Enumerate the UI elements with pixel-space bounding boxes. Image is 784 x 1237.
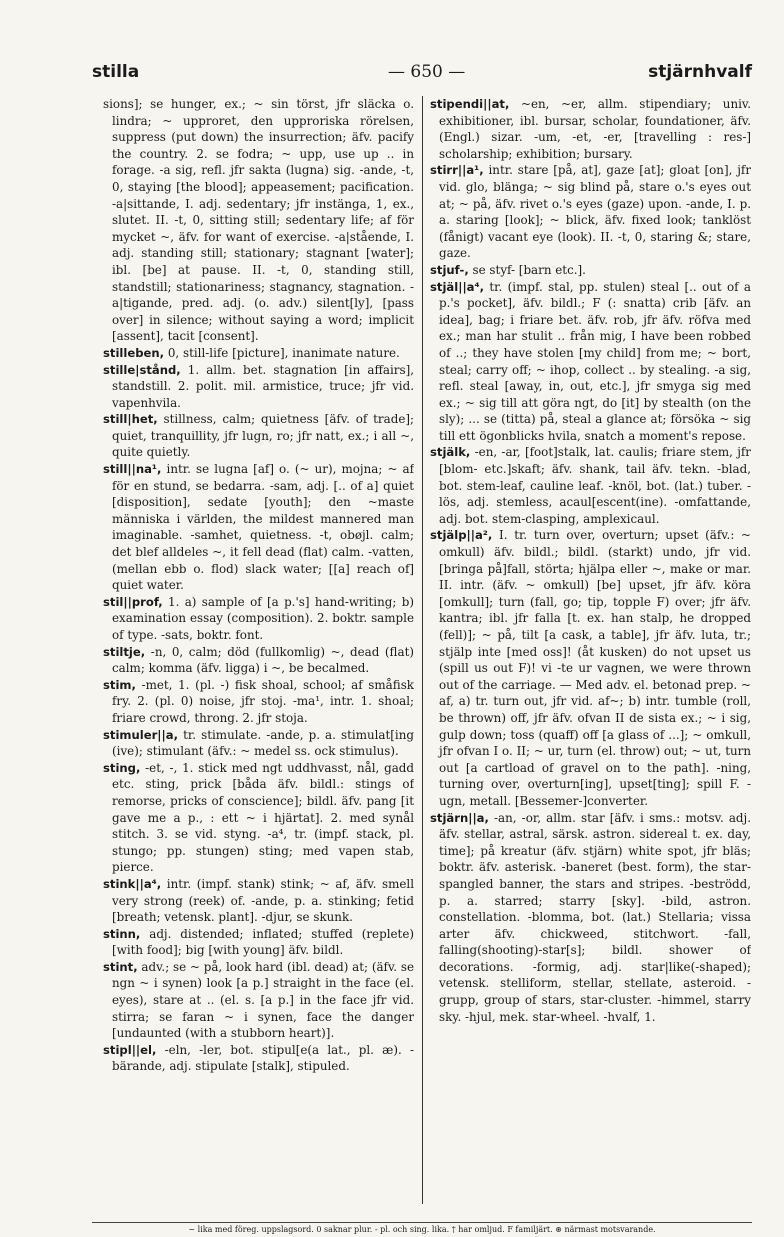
dictionary-entry — [103, 345, 414, 362]
right-column — [430, 96, 751, 1204]
entry-headword: stipendi||at, — [430, 97, 510, 111]
left-running-head: stilla — [92, 62, 140, 82]
dictionary-entry — [103, 411, 414, 461]
dictionary-entry — [103, 959, 414, 1042]
entry-text: sions]; se hunger, ex.; ~ sin törst, jfr släcka o. lindra; ~ upproret, den upproriska rörelsen, suppress (put down) the insurrection; äfv. pacify the country. 2. se fodra; ~ upp, use up .. in forage. -a sig, refl. jfr sakta (lugna) sig. -ande, -t, 0, staying [the blood]; appeasement; pacification. -a|sittande, I. adj. sedentary; jfr instänga, 1, ex., slutet. II. -t, 0, sitting still; sedentary life; af för mycket ~, äfv. for want of exercise. -a|stående, I. adj. standing still; stationary; stagnant [water]; ibl. [be] at pause. II. -t, 0, standing still, standstill; stationariness; stagnancy, stagnation. -a|tigande, pred. adj. (o. adv.) silent[ly], [pass over] in silence; without saying a word; implicit [assent], tacit [consent]. — [103, 97, 414, 344]
entry-headword: stimuler||a, — [103, 727, 179, 742]
entry-headword: stiltje, — [103, 644, 146, 659]
entry-text: -n, 0, calm; död (fullkomlig) ~, dead (flat) calm; komma (äfv. ligga) i ~, be becalmed. — [112, 644, 414, 676]
entry-headword: stipl||el, — [103, 1042, 157, 1057]
entry-text: -en, -ar, [foot]stalk, lat. caulis; friare stem, jfr [blom- etc.]skaft; äfv. shank, tail äfv. tekn. -blad, bot. stem-leaf, cauline leaf. -knöl, bot. (lat.) tuber. -lös, adj. stemless, acaul[escent(ine). -omfattande, adj. bot. stem-clasping, amplexicaul. — [439, 445, 751, 526]
entry-text: adv.; se ~ på, look hard (ibl. dead) at; (äfv. se ngn ~ i synen) look [a p.] straight in the face (el. eyes), stare at .. (el. s. [a p.] in the face jfr vid. stirra; se faran ~ i synen, face the danger [undaunted (with a stubborn heart)]. — [112, 959, 414, 1041]
dictionary-entry — [430, 810, 751, 1026]
entry-text: se styf- [barn etc.]. — [472, 262, 586, 277]
entry-headword: stjälk, — [430, 445, 471, 460]
entry-text: ~en, ~er, allm. stipendiary; univ. exhibitioner, ibl. bursar, scholar, foundationer, äfv. (Engl.) sizar. -um, -et, -er, [travelling : res-] scholarship; exhibition; bursary. — [439, 97, 751, 161]
entry-text: tr. stimulate. -ande, p. a. stimulat[ing (ive); stimulant (äfv.: ~ medel ss. ock stimulus). — [112, 727, 414, 759]
footer-legend: ~ lika med föreg. uppslagsord. 0 saknar plur. - pl. och sing. lika. † har omljud. F familjärt. ⊛ närmast motsvarande. — [92, 1222, 752, 1235]
entry-headword: still|het, — [103, 412, 158, 427]
entry-text: -an, -or, allm. star [äfv. i sms.: motsv. adj. äfv. stellar, astral, särsk. astron. sidereal t. ex. day, time]; på kreatur (äfv. stjärn) white spot, jfr bläs; boktr. äfv. asterisk. -baneret (best. form), the star-spangled banner, the stars and stripes. -beströdd, p. a. starred; starry [sky]. -bild, astron. constellation. -blomma, bot. (lat.) Stellaria; vissa arter äfv. chickweed, stitchwort. -fall, falling(shooting)-star[s]; bildl. shower of decorations. -formig, adj. star|like(-shaped); vetensk. stelliform, stellar, stellate, asteroid. -grupp, group of stars, star-cluster. -himmel, starry sky. -hjul, mek. star-wheel. -hvalf, 1. — [439, 810, 751, 1024]
entry-text: intr. se lugna [af] o. (~ ur), mojna; ~ af för en stund, se bedarra. -sam, adj. [.. of a] quiet [disposition], sedate [youth]; den ~maste människa i världen, the mildest mannered man imaginable. -samhet, quietness. -t, obøjl. calm; det blef alldeles ~, it fell dead (flat) calm. -vatten, (mellan ebb o. flod) slack water; [[a] reach of] quiet water. — [112, 462, 414, 593]
entry-headword: stjärn||a, — [430, 810, 489, 825]
entry-text: tr. (impf. stal, pp. stulen) steal [.. out of a p.'s pocket], äfv. bildl.; F (: snatta) crib [äfv. an idea], bag; i friare bet. äfv. rob, jfr äfv. röfva med ex.; man har stulit .. från mig, I have been robbed of ..; they have stolen [my child] from me; ~ bort, steal; carry off; ~ ihop, collect .. by stealing. -a sig, refl. steal [away, in, out, etc.], jfr smyga sig med ex.; ~ sig till att göra ngt, do [it] by stealth (on the sly); ... se (titta) på, steal a glance at; försöka ~ sig till ett ögonblicks hvila, snatch a moment's repose. — [439, 279, 751, 443]
entry-text: 1. allm. bet. stagnation [in affairs], standstill. 2. polit. mil. armistice, truce; jfr vid. vapenhvila. — [112, 362, 414, 410]
dictionary-entry — [103, 727, 414, 760]
dictionary-entry — [430, 162, 751, 262]
dictionary-entry — [103, 876, 414, 926]
dictionary-entry — [430, 444, 751, 527]
page-header — [92, 62, 752, 86]
column-divider — [422, 96, 423, 1204]
dictionary-entry — [103, 760, 414, 876]
entry-text: 0, still-life [picture], inanimate nature. — [167, 345, 400, 360]
entry-headword: stint, — [103, 959, 138, 974]
dictionary-entry — [103, 461, 414, 594]
dictionary-entry — [103, 644, 414, 677]
entry-headword: stim, — [103, 677, 136, 692]
dictionary-entry — [430, 279, 751, 445]
right-running-head: stjärnhvalf — [648, 62, 752, 82]
entry-headword: stink||a⁴, — [103, 876, 162, 891]
entry-headword: stjuf-, — [430, 262, 469, 277]
entry-headword: stjäl||a⁴, — [430, 279, 484, 294]
entry-headword: stilleben, — [103, 345, 165, 360]
entry-headword: stil||prof, — [103, 594, 163, 609]
dictionary-entry — [103, 96, 414, 345]
entry-text: intr. (impf. stank) stink; ~ af, äfv. smell very strong (reek) of. -ande, p. a. stinking; fetid [breath; vetensk. plant]. -djur, se skunk. — [112, 876, 414, 925]
entry-text: 1. a) sample of [a p.'s] hand-writing; b) examination essay (composition). 2. boktr. sample of type. -sats, boktr. font. — [112, 594, 414, 642]
entry-text: -et, -, 1. stick med ngt uddhvasst, nål, gadd etc. sting, prick [båda äfv. bildl.: stings of remorse, pricks of conscience]; bildl. äfv. pang [it gave me a p., : ett ~ i hjärtat]. 2. med synål stitch. 3. se vid. styng. -a⁴, tr. (impf. stack, pl. stungo; pp. stungen) sting; med vapen stab, pierce. — [112, 760, 414, 875]
dictionary-entry — [103, 677, 414, 727]
entry-headword: still||na¹, — [103, 462, 162, 477]
page-number: — 650 — — [388, 62, 465, 82]
dictionary-entry — [430, 527, 751, 809]
entry-text: stillness, calm; quietness [äfv. of trade]; quiet, tranquillity, jfr lugn, ro; jfr natt, ex.; i all ~, quite quietly. — [112, 412, 414, 460]
entry-headword: stinn, — [103, 926, 141, 941]
entry-text: -eln, -ler, bot. stipul[e(a lat., pl. æ). -bärande, adj. stipulate [stalk], stipuled. — [112, 1042, 414, 1074]
dictionary-entry — [103, 594, 414, 644]
left-column — [103, 96, 414, 1204]
dictionary-entry — [103, 926, 414, 959]
entry-text: intr. stare [på, at], gaze [at]; gloat [on], jfr vid. glo, blänga; ~ sig blind på, stare o.'s eyes out at; ~ på, äfv. rivet o.'s eyes (gaze) upon. -ande, I. p. a. staring [look]; ~ blick, äfv. fixed look; tanklöst (fånigt) vacant eye (look). II. -t, 0, staring &; stare, gaze. — [439, 163, 751, 261]
entry-headword: stille|stånd, — [103, 362, 181, 377]
dictionary-entry — [103, 1042, 414, 1075]
entry-headword: sting, — [103, 760, 141, 775]
entry-text: adj. distended; inflated; stuffed (replete) [with food]; big [with young] äfv. bildl. — [112, 926, 414, 958]
dictionary-entry — [430, 96, 751, 162]
dictionary-entry — [430, 262, 751, 279]
entry-headword: stjälp||a², — [430, 528, 493, 543]
dictionary-entry — [103, 362, 414, 412]
entry-text: -met, 1. (pl. -) fisk shoal, school; af småfisk fry. 2. (pl. 0) noise, jfr stoj. -ma¹, intr. 1. shoal; friare crowd, throng. 2. jfr stoja. — [112, 677, 414, 725]
entry-text: I. tr. turn over, overturn; upset (äfv.: ~ omkull) äfv. bildl.; bildl. (starkt) undo, jfr vid. [bringa på]fall, störta; hjälpa eller ~, make or mar. II. intr. (äfv. ~ omkull) [be] upset, jfr äfv. köra [omkull]; turn (fall, go; tip, topple F) over; jfr äfv. kantra; ibl. jfr falla [t. ex. han stalp, he dropped (fell)]; ~ på, tilt [a cask, a table], jfr äfv. luta, tr.; stjälp inte [med oss]! (åt kusken) do not upset us (spill us out F)! vi -te ur vagnen, we were thrown out of the carriage. — Med adv. el. betonad prep. ~ af, a) tr. turn out, jfr vid. af~; b) intr. tumble (roll, be thrown) off, jfr äfv. ofvan II de sista ex.; ~ i sig, gulp down; toss (quaff) off [a glass of ...]; ~ omkull, jfr ofvan I o. II; ~ ur, turn (el. throw) out; ~ ut, turn out [a cartload of gravel on to the path]. -ning, turning over, overturn[ing], upset[ting]; spill F. -ugn, metall. [Bessemer-]converter. — [439, 528, 751, 808]
entry-headword: stirr||a¹, — [430, 163, 484, 178]
